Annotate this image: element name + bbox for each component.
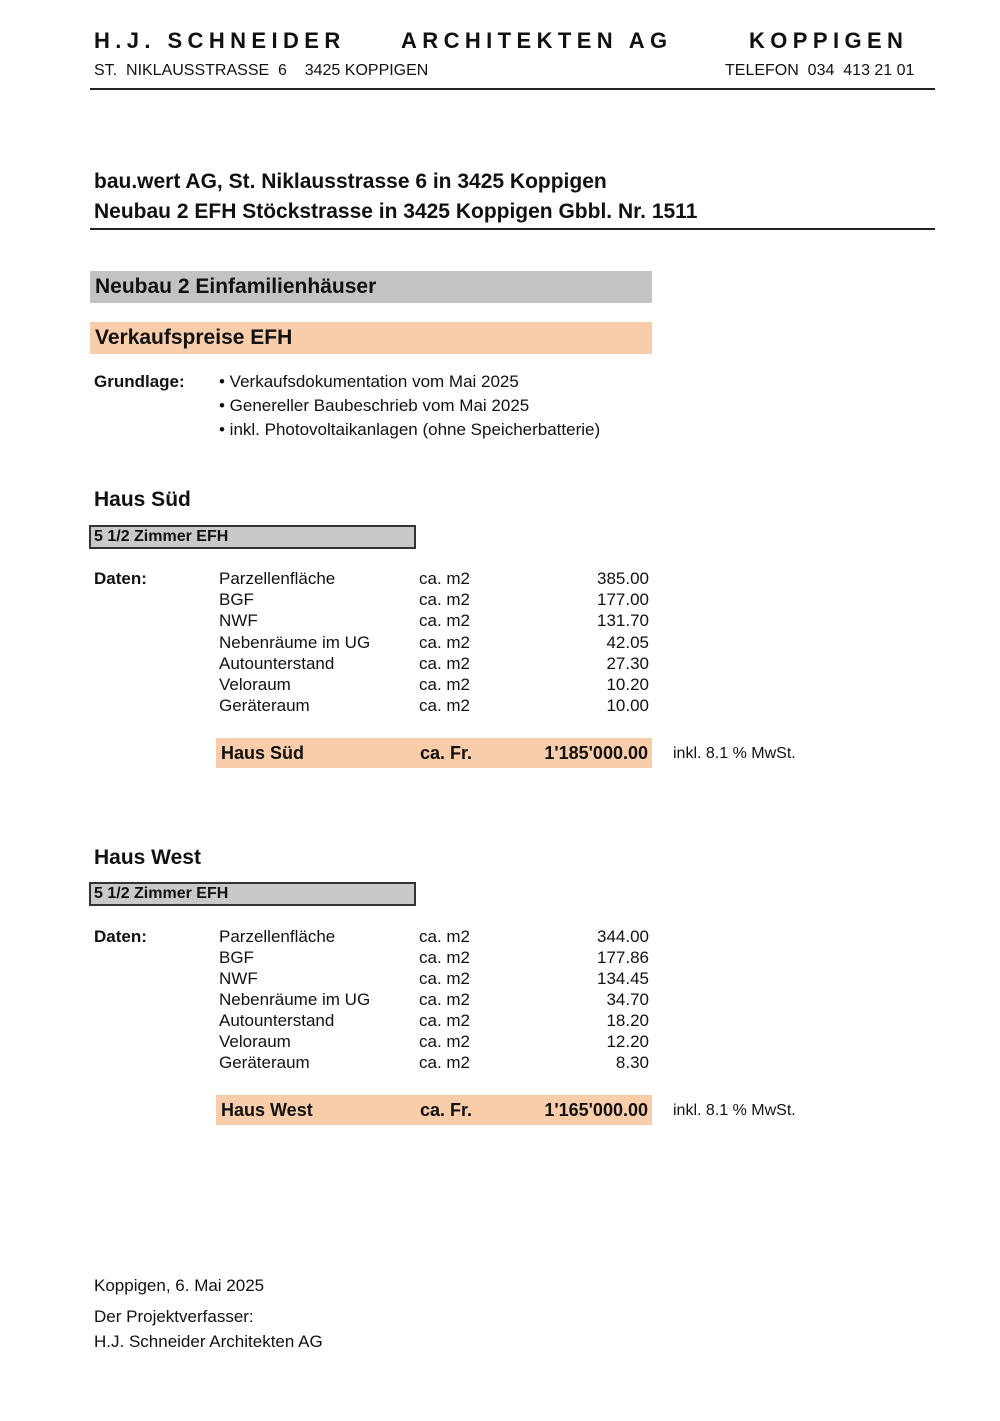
row-value: 18.20 [606,1011,649,1030]
letterhead-address: ST. NIKLAUSSTRASSE 6 3425 KOPPIGEN [94,62,429,79]
basis-item: • Genereller Baubeschrieb vom Mai 2025 [219,396,530,415]
row-value: 131.70 [597,611,649,630]
total-name: Haus West [221,1100,313,1120]
row-name: NWF [219,969,258,988]
row-unit: ca. m2 [419,569,471,588]
letterhead-profession: ARCHITEKTEN AG [401,28,673,53]
author-name: H.J. Schneider Architekten AG [94,1332,323,1351]
row-name: Autounterstand [219,1011,335,1030]
data-row [219,568,649,589]
row-unit: ca. m2 [419,969,471,988]
letterhead-phone: TELEFON 034 413 21 01 [725,62,915,79]
row-value: 134.45 [597,969,649,988]
data-row [219,989,649,1010]
row-value: 385.00 [597,569,649,588]
row-value: 8.30 [615,1053,649,1072]
data-row [219,589,649,610]
vat-note: inkl. 8.1 % MwSt. [673,1102,796,1119]
row-name: Geräteraum [219,696,310,715]
data-row [219,947,649,968]
row-name: Nebenräume im UG [219,990,371,1009]
row-name: BGF [219,948,254,967]
row-unit: ca. m2 [419,675,471,694]
project-rule [90,228,935,230]
row-name: Veloraum [219,1032,291,1051]
vat-note: inkl. 8.1 % MwSt. [673,745,796,762]
data-row [219,674,649,695]
row-unit: ca. m2 [419,654,471,673]
row-value: 10.20 [606,675,649,694]
total-row-sued [216,738,652,768]
data-row [219,653,649,674]
main-heading: Neubau 2 Einfamilienhäuser [90,271,652,303]
row-name: Veloraum [219,675,291,694]
total-unit: ca. Fr. [420,743,473,763]
rooms-box-west: 5 1/2 Zimmer EFH [89,882,416,906]
row-value: 12.20 [606,1032,649,1051]
data-row [219,968,649,989]
letterhead-rule [90,88,935,90]
basis-label: Grundlage: [94,372,185,391]
row-value: 177.00 [597,590,649,609]
row-name: Autounterstand [219,654,335,673]
house-title-west: Haus West [94,846,201,869]
data-row [219,610,649,631]
letterhead-firm: H.J. SCHNEIDER [94,28,346,53]
row-unit: ca. m2 [419,696,471,715]
total-unit: ca. Fr. [420,1100,473,1120]
row-name: NWF [219,611,258,630]
data-row [219,695,649,716]
row-unit: ca. m2 [419,590,471,609]
row-name: Geräteraum [219,1053,310,1072]
row-unit: ca. m2 [419,1011,471,1030]
row-unit: ca. m2 [419,948,471,967]
row-unit: ca. m2 [419,990,471,1009]
total-row-west [216,1095,652,1125]
data-row [219,926,649,947]
row-name: Parzellenfläche [219,569,336,588]
row-unit: ca. m2 [419,611,471,630]
rooms-box-sued: 5 1/2 Zimmer EFH [89,525,416,549]
row-value: 344.00 [597,927,649,946]
total-price: 1'185'000.00 [544,743,648,763]
place-date: Koppigen, 6. Mai 2025 [94,1276,265,1295]
data-row [219,632,649,653]
house-title-sued: Haus Süd [94,488,191,511]
total-name: Haus Süd [221,743,305,763]
row-unit: ca. m2 [419,1053,471,1072]
row-value: 34.70 [606,990,649,1009]
data-label: Daten: [94,569,147,588]
row-name: Parzellenfläche [219,927,336,946]
sub-heading: Verkaufspreise EFH [90,322,652,354]
row-value: 42.05 [606,633,649,652]
row-name: Nebenräume im UG [219,633,371,652]
basis-item: • Verkaufsdokumentation vom Mai 2025 [219,372,519,391]
author-label: Der Projektverfasser: [94,1307,254,1326]
row-value: 10.00 [606,696,649,715]
data-label: Daten: [94,927,147,946]
data-row [219,1052,649,1073]
letterhead-town: KOPPIGEN [749,28,909,53]
client-line: bau.wert AG, St. Niklausstrasse 6 in 3425 Koppigen [94,170,607,193]
total-price: 1'165'000.00 [544,1100,648,1120]
row-name: BGF [219,590,254,609]
row-unit: ca. m2 [419,927,471,946]
row-unit: ca. m2 [419,633,471,652]
data-row [219,1031,649,1052]
basis-item: • inkl. Photovoltaikanlagen (ohne Speicherbatterie) [219,420,601,439]
row-value: 27.30 [606,654,649,673]
building-line: Neubau 2 EFH Stöckstrasse in 3425 Koppigen Gbbl. Nr. 1511 [94,200,698,223]
row-value: 177.86 [597,948,649,967]
data-row [219,1010,649,1031]
row-unit: ca. m2 [419,1032,471,1051]
